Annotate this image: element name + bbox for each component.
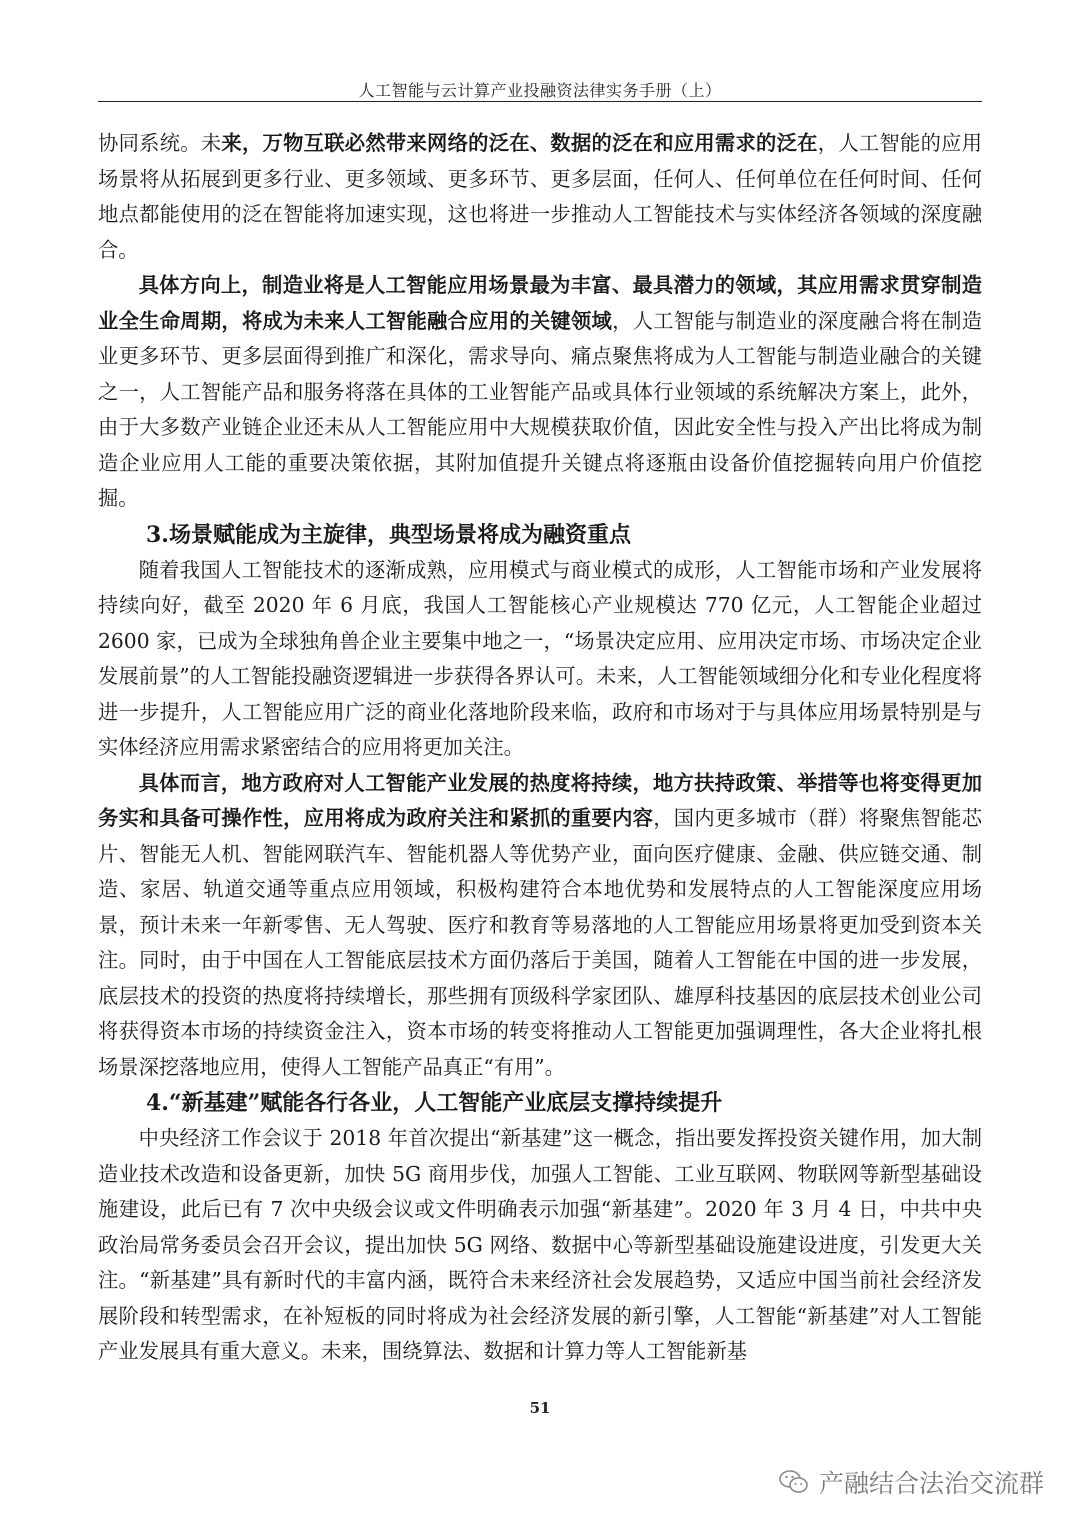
header-divider — [98, 101, 982, 102]
paragraph-2-emphasis: 具体方向上，制造业将是人工智能应用场景最为丰富、最具潜力的领域，其应用需求贯穿制造业全生命周期，将成为未来人工智能融合应用的关键领域 — [98, 273, 982, 333]
paragraph-2-rest: ，人工智能与制造业的深度融合将在制造业更多环节、更多层面得到推广和深化，需求导向、痛点聚焦将成为人工智能与制造业融合的关键之一，人工智能产品和服务将落在具体的工业智能产品或具体行业领域的系统解决方案上，此外，由于大多数产业链企业还未从人工智能应用中大规模获取价值，因此安全性与投入产出比将成为制造企业应用人工能的重要决策依据，其附加值提升关键点将逐瓶由设备价值挖掘转向用户价值挖掘。 — [98, 308, 982, 510]
paragraph-1-rest: ，人工智能的应用场景将从拓展到更多行业、更多领域、更多环节、更多层面，任何人、任何单位在任何时间、任何地点都能使用的泛在智能将加速实现，这也将进一步推动人工智能技术与实体经济各领域的深度融合。 — [98, 131, 982, 262]
section-heading-3: 3.场景赋能成为主旋律，典型场景将成为融资重点 — [146, 521, 631, 548]
page-number: 51 — [529, 1399, 551, 1417]
paragraph-4-emphasis: 具体而言，地方政府对人工智能产业发展的热度将持续，地方扶持政策、举措等也将变得更加务实和具备可操作性，应用将成为政府关注和紧抓的重要内容 — [98, 770, 982, 830]
paragraph-2 — [98, 268, 982, 517]
section-heading-4: 4.“新基建”赋能各行各业，人工智能产业底层支撑持续提升 — [146, 1090, 723, 1116]
paragraph-4-rest: ，国内更多城市（群）将聚焦智能芯片、智能无人机、智能网联汽车、智能机器人等优势产业，面向医疗健康、金融、供应链交通、制造、家居、轨道交通等重点应用领域，积极构建符合本地优势和发展特点的人工智能深度应用场景，预计未来一年新零售、无人驾驶、医疗和教育等易落地的人工智能应用场景将更加受到资本关注。同时，由于中国在人工智能底层技术方面仍落后于美国，随着人工智能在中国的进一步发展，底层技术的投资的热度将持续增长，那些拥有顶级科学家团队、雄厚科技基因的底层技术创业公司将获得资本市场的持续资金注入，资本市场的转变将推动人工智能更加强调理性，各大企业将扎根场景深挖落地应用，使得人工智能产品真正“有用”。 — [98, 806, 982, 1079]
watermark — [779, 1462, 1044, 1502]
paragraph-4 — [98, 766, 982, 1086]
paragraph-5: 中央经济工作会议于 2018 年首次提出“新基建”这一概念，指出要发挥投资关键作用，加大制造业技术改造和设备更新，加快 5G 商用步伐，加强人工智能、工业互联网、物联网等新型基础设施建设，此后已有 7 次中央级会议或文件明确表示加强“新基建”。2020 年 3 月 4 日，中共中央政治局常务委员会召开会议，提出加快 5G 网络、数据中心等新型基础设施建设进度，引发更大关注。“新基建”具有新时代的丰富内涵，既符合未来经济社会发展趋势，又适应中国当前社会经济发展阶段和转型需求，在补短板的同时将成为社会经济发展的新引擎，人工智能“新基建”对人工智能产业发展具有重大意义。未来，围绕算法、数据和计算力等人工智能新基 — [98, 1126, 982, 1363]
wechat-icon — [779, 1469, 809, 1495]
watermark-text: 产融结合法治交流群 — [818, 1469, 1044, 1498]
paragraph-1 — [98, 126, 982, 268]
paragraph-1-lead: 协同系统。未 — [98, 131, 222, 155]
paragraph-1-emphasis: 来，万物互联必然带来网络的泛在、数据的泛在和应用需求的泛在 — [221, 131, 818, 155]
running-header: 人工智能与云计算产业投融资法律实务手册（上） — [358, 81, 722, 100]
page-body — [98, 126, 982, 1370]
paragraph-3: 随着我国人工智能技术的逐渐成熟，应用模式与商业模式的成形，人工智能市场和产业发展将持续向好，截至 2020 年 6 月底，我国人工智能核心产业规模达 770 亿元，人工智能企业超过 2600 家，已成为全球独角兽企业主要集中地之一，“场景决定应用、应用决定市场、市场决定企业发展前景”的人工智能投融资逻辑进一步获得各界认可。未来，人工智能领域细分化和专业化程度将进一步提升，人工智能应用广泛的商业化落地阶段来临，政府和市场对于与具体应用场景特别是与实体经济应用需求紧密结合的应用将更加关注。 — [98, 557, 982, 759]
